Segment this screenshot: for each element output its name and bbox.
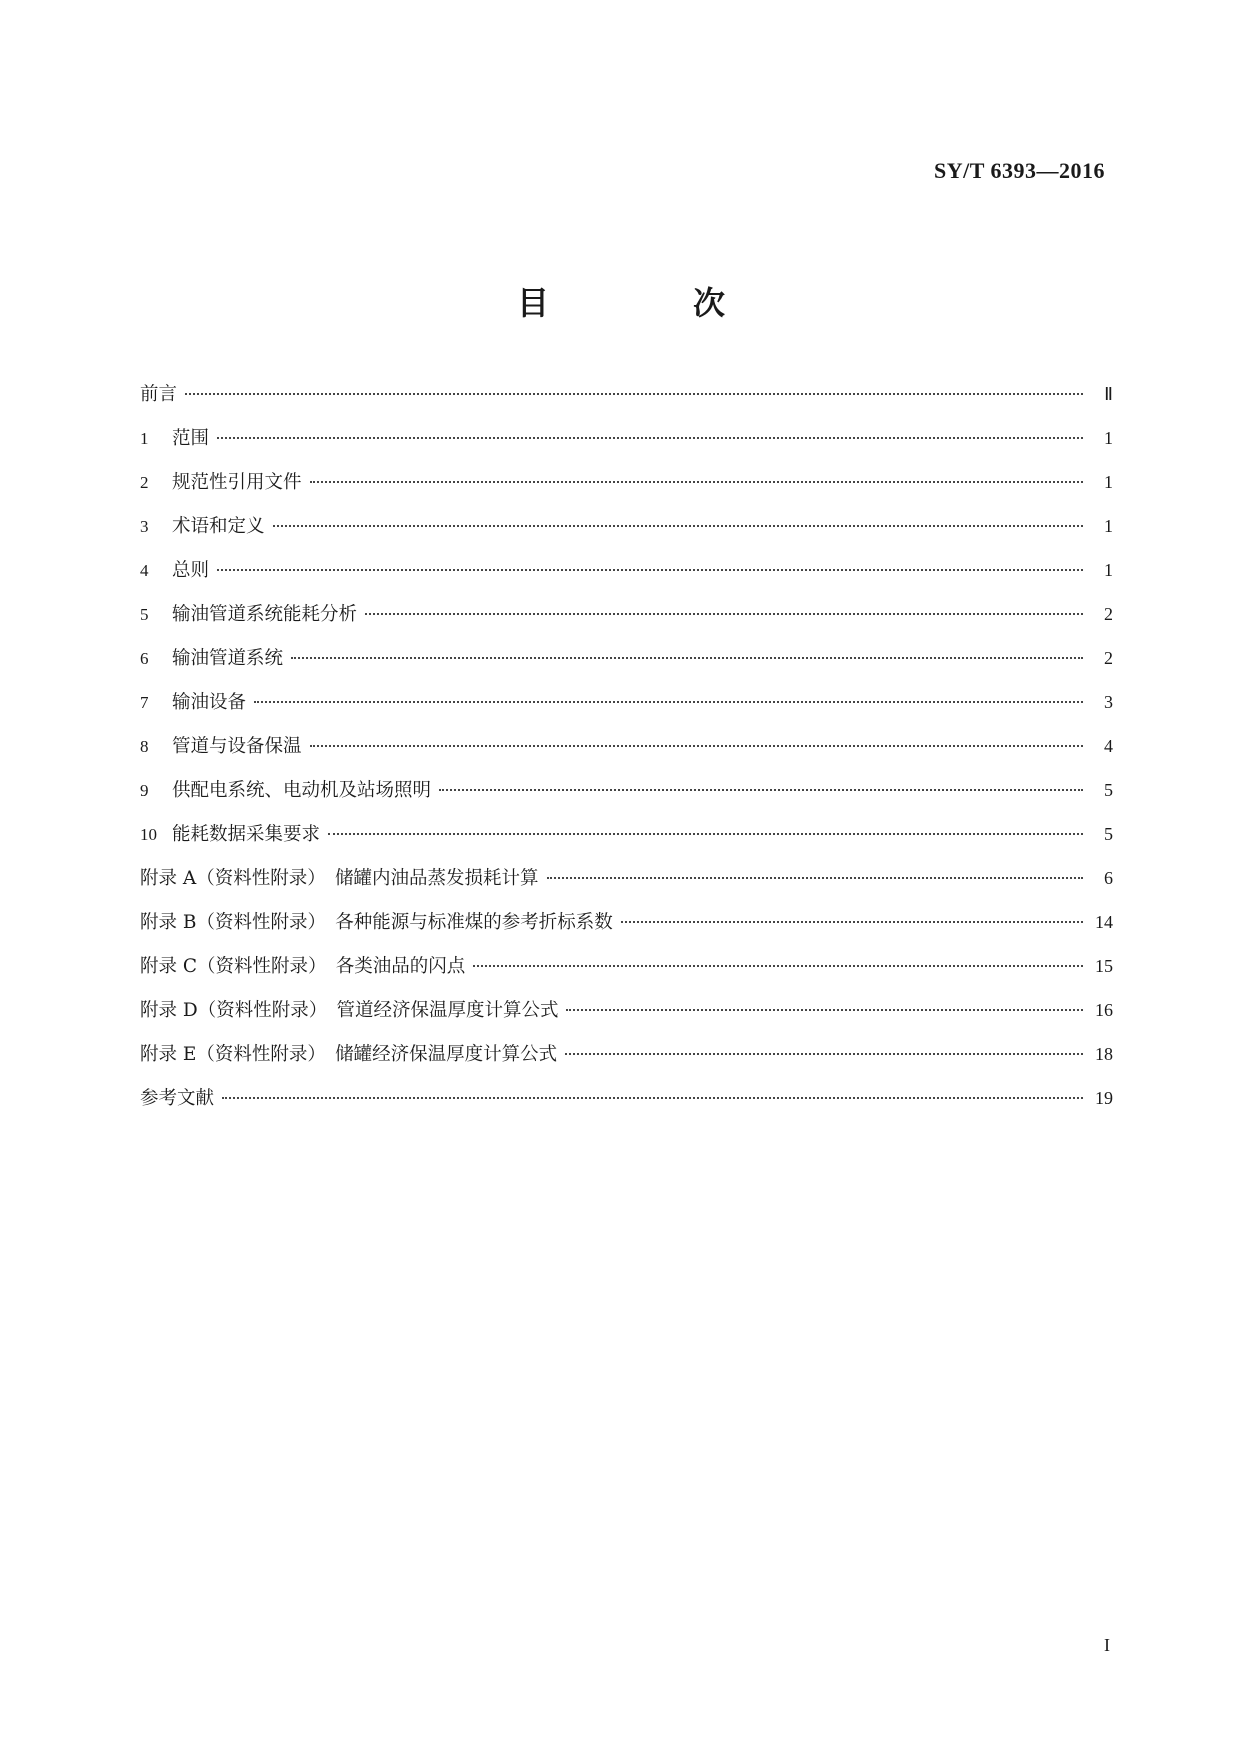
toc-item-number: 8 <box>140 737 149 756</box>
toc-item-page: 19 <box>1095 1088 1113 1108</box>
toc-item-label: 规范性引用文件 <box>172 472 302 493</box>
toc-dot-leader <box>217 437 1083 439</box>
toc-dot-leader <box>439 789 1083 791</box>
toc-item-number: 7 <box>140 693 149 712</box>
toc-item-number: 5 <box>140 605 149 624</box>
toc-item-equipment[interactable] <box>140 688 1113 732</box>
toc-item-label: 输油管道系统 <box>172 648 284 669</box>
toc-dot-leader <box>222 1097 1083 1099</box>
toc-item-page: 5 <box>1104 780 1113 800</box>
toc-dot-leader <box>273 525 1083 527</box>
toc-item-appendix-a[interactable] <box>140 864 1113 908</box>
toc-item-foreword[interactable] <box>140 380 1113 424</box>
toc-item-label: 管道与设备保温 <box>172 736 302 757</box>
toc-item-page: Ⅱ <box>1104 384 1113 404</box>
toc-item-page: 14 <box>1095 912 1113 932</box>
toc-item-label: 参考文献 <box>140 1088 215 1109</box>
toc-item-page: 1 <box>1104 472 1113 492</box>
toc-dot-leader <box>565 1053 1083 1055</box>
toc-item-page: 2 <box>1104 648 1113 668</box>
toc-item-label: 供配电系统、电动机及站场照明 <box>172 780 432 801</box>
toc-dot-leader <box>310 745 1083 747</box>
toc-item-label: 前言 <box>140 384 178 405</box>
toc-item-appendix-c[interactable] <box>140 952 1113 996</box>
toc-dot-leader <box>547 877 1084 879</box>
toc-item-label: 术语和定义 <box>172 516 265 537</box>
toc-item-label: 输油管道系统能耗分析 <box>172 604 358 625</box>
toc-item-appendix-b[interactable] <box>140 908 1113 952</box>
page-title: 目 次 <box>516 284 781 322</box>
toc-item-insulation[interactable] <box>140 732 1113 776</box>
toc-item-power-supply[interactable] <box>140 776 1113 820</box>
toc-item-page: 1 <box>1104 516 1113 536</box>
toc-dot-leader <box>291 657 1083 659</box>
toc-item-label: 附录 C（资料性附录） 各类油品的闪点 <box>140 956 466 977</box>
toc-item-bibliography[interactable] <box>140 1084 1113 1128</box>
toc-item-label: 附录 B（资料性附录） 各种能源与标准煤的参考折标系数 <box>140 912 613 933</box>
toc-dot-leader <box>473 965 1083 967</box>
page-number: I <box>1104 1635 1110 1655</box>
toc-item-energy-analysis[interactable] <box>140 600 1113 644</box>
toc-item-page: 18 <box>1095 1044 1113 1064</box>
toc-item-page: 6 <box>1104 868 1113 888</box>
toc-item-page: 16 <box>1095 1000 1113 1020</box>
toc-dot-leader <box>621 921 1083 923</box>
toc-item-appendix-e[interactable] <box>140 1040 1113 1084</box>
toc-item-label: 附录 D（资料性附录） 管道经济保温厚度计算公式 <box>140 1000 559 1021</box>
table-of-contents <box>140 380 1113 1128</box>
toc-item-number: 3 <box>140 517 149 536</box>
toc-item-general[interactable] <box>140 556 1113 600</box>
toc-item-label: 输油设备 <box>172 692 247 713</box>
toc-item-number: 4 <box>140 561 149 580</box>
toc-item-number: 10 <box>140 825 157 844</box>
toc-item-terms-definitions[interactable] <box>140 512 1113 556</box>
toc-item-page: 2 <box>1104 604 1113 624</box>
toc-item-page: 15 <box>1095 956 1113 976</box>
toc-item-number: 1 <box>140 429 149 448</box>
toc-dot-leader <box>217 569 1083 571</box>
toc-item-label: 附录 A（资料性附录） 储罐内油品蒸发损耗计算 <box>140 868 539 889</box>
toc-dot-leader <box>365 613 1083 615</box>
toc-item-scope[interactable] <box>140 424 1113 468</box>
toc-item-pipeline-system[interactable] <box>140 644 1113 688</box>
toc-item-number: 9 <box>140 781 149 800</box>
toc-item-data-collection[interactable] <box>140 820 1113 864</box>
toc-item-normative-references[interactable] <box>140 468 1113 512</box>
toc-item-page: 5 <box>1104 824 1113 844</box>
toc-item-number: 6 <box>140 649 149 668</box>
toc-dot-leader <box>185 393 1083 395</box>
toc-item-page: 4 <box>1104 736 1113 756</box>
toc-item-label: 能耗数据采集要求 <box>172 824 321 845</box>
toc-item-number: 2 <box>140 473 149 492</box>
toc-dot-leader <box>254 701 1083 703</box>
toc-item-page: 1 <box>1104 428 1113 448</box>
standard-code: SY/T 6393—2016 <box>933 158 1105 183</box>
toc-item-page: 3 <box>1104 692 1113 712</box>
toc-dot-leader <box>328 833 1083 835</box>
toc-item-page: 1 <box>1104 560 1113 580</box>
toc-item-label: 附录 E（资料性附录） 储罐经济保温厚度计算公式 <box>140 1044 558 1065</box>
toc-dot-leader <box>566 1009 1083 1011</box>
toc-item-appendix-d[interactable] <box>140 996 1113 1040</box>
toc-dot-leader <box>310 481 1083 483</box>
toc-item-label: 范围 <box>172 428 210 449</box>
toc-item-label: 总则 <box>172 560 210 581</box>
